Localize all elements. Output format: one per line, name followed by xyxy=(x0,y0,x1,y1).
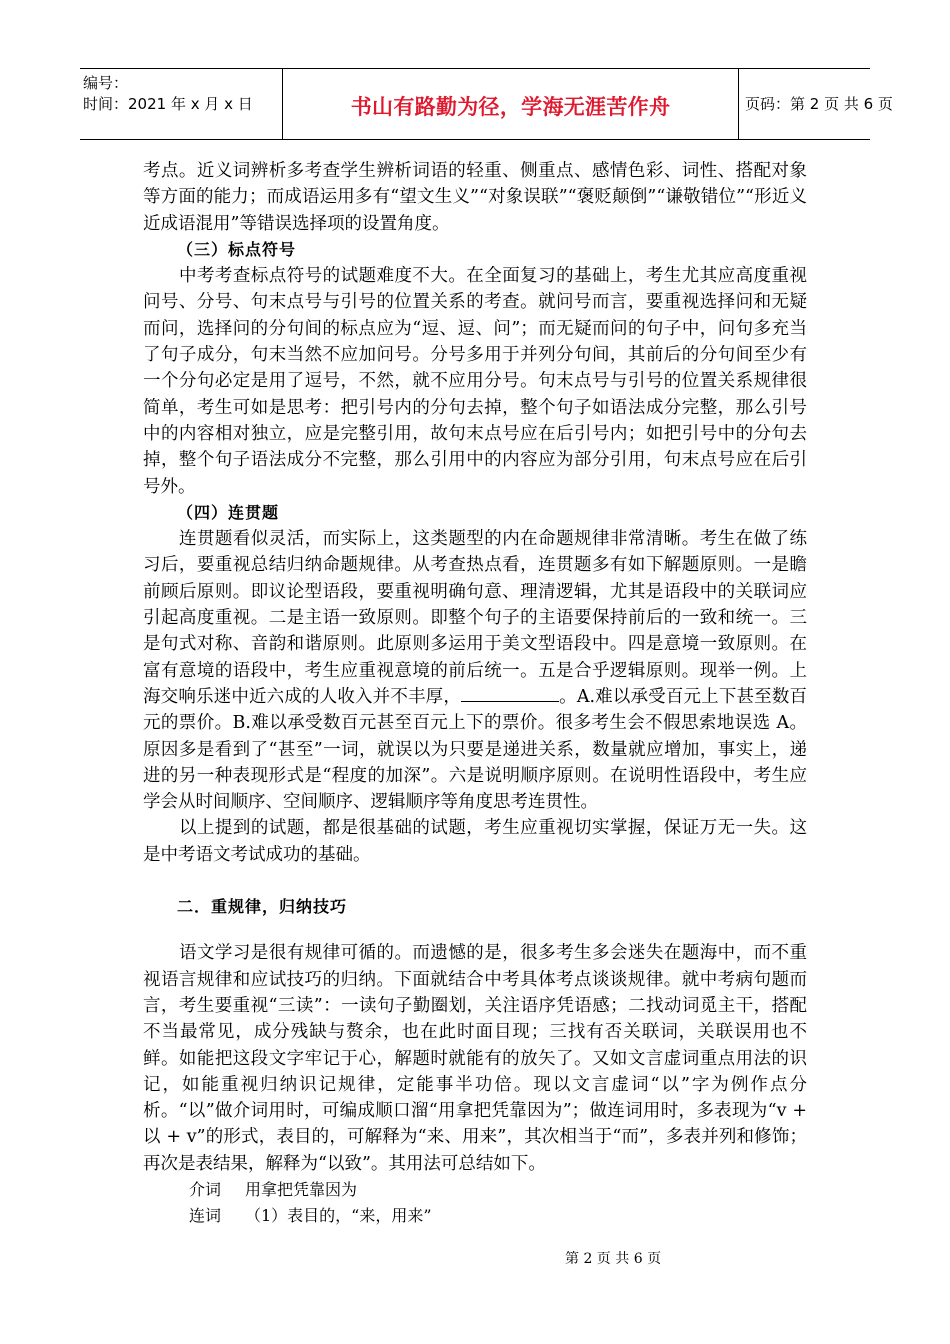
heading-section-2: 二．重规律，归纳技巧 xyxy=(177,897,348,917)
header-page-number: 页码：第 2 页 共 6 页 xyxy=(745,95,893,113)
coherence-text-a: 连贯题看似灵活，而实际上，这类题型的内在命题规律非常清晰。考生在做了练习后，要重视总结归纳命题规律。从考查热点看，连贯题多有如下解题原则。一是瞻前顾后原则。即议论型语段，要重视明确句意、理清逻辑，尤其是语段中的关联词应引起高度重视。二是主语一致原则。即整个句子的主语要保持前后的一致和统一。三是句式对称、音韵和谐原则。此原则多运用于美文型语段中。四是意境一致原则。在富有意境的语段中，考生应重视意境的前后统一。五是合乎逻辑原则。现举一例。上海交响乐迷中近六成的人收入并不丰厚， xyxy=(143,529,807,707)
usage-preposition xyxy=(143,1177,807,1203)
heading-coherence: （四）连贯题 xyxy=(177,502,280,522)
coherence-text-b: 。A.难以承受百元上下甚至数百元的票价。B.难以承受数百元甚至百元上下的票价。很多考生会不假思索地误选 A。原因多是看到了“甚至”一词，就误以为只要是递进关系，数量就应增加，事实上，递进的另一种表现形式是“程度的加深”。六是说明顺序原则。在说明性语段中，考生应学会从时间顺序、空间顺序、逻辑顺序等角度思考连贯性。 xyxy=(143,686,808,813)
usage-conjunction-text: （1）表目的，“来，用来” xyxy=(245,1206,432,1226)
paragraph-summary: 以上提到的试题，都是很基础的试题，考生应重视切实掌握，保证万无一失。这是中考语文考试成功的基础。 xyxy=(143,818,807,865)
document-body xyxy=(143,158,807,1230)
header-meta xyxy=(80,69,283,139)
usage-preposition-label: 介词 xyxy=(189,1179,222,1199)
heading-punctuation: （三）标点符号 xyxy=(177,239,297,259)
paragraph-vocabulary: 考点。近义词辨析多考查学生辨析词语的轻重、侧重点、感情色彩、词性、搭配对象等方面的能力；而成语运用多有“望文生义”“对象误联”“褒贬颠倒”“谦敬错位”“形近义近成语混用”等错误选择项的设置角度。 xyxy=(143,161,807,234)
document-time: 时间：2021 年 x 月 x 日 xyxy=(83,95,253,113)
paragraph-punctuation: 中考考查标点符号的试题难度不大。在全面复习的基础上，考生尤其应高度重视问号、分号、句末点号与引号的位置关系的考查。就问号而言，要重视选择问和无疑而问，选择问的分句间的标点应为“逗、逗、问”；而无疑而问的句子中，问句多充当了句子成分，句末当然不应加问号。分号多用于并列分句间，其前后的分句间至少有一个分句必定是用了逗号，不然，就不应用分号。句末点号与引号的位置关系规律很简单，考生可如是思考：把引号内的分句去掉，整个句子如语法成分完整，那么引号中的内容相对独立，应是完整引用，故句末点号应在后引号内；如把引号中的分句去掉，整个句子语法成分不完整，那么引用中的内容应为部分引用，句末点号应在后引号外。 xyxy=(143,266,807,497)
header-page-cell xyxy=(739,69,893,139)
paragraph-rules: 语文学习是很有规律可循的。而遗憾的是，很多考生多会迷失在题海中，而不重视语言规律和应试技巧的归纳。下面就结合中考具体考点谈谈规律。就中考病句题而言，考生要重视“三读”：一读句子勤圈划，关注语序凭语感；二找动词觅主干，搭配不当最常见，成分残缺与赘余，也在此时面目现；三找有否关联词，关联误用也不鲜。如能把这段文字牢记于心，解题时就能有的放矢了。又如文言虚词重点用法的识记，如能重视归纳识记规律，定能事半功倍。现以文言虚词“以”字为例作点分析。“以”做介词用时，可编成顺口溜“用拿把凭靠因为”；做连词用时，多表现为“v + 以 + v”的形式，表目的，可解释为“来、用来”，其次相当于“而”，多表并列和修饰；再次是表结果，解释为“以致”。其用法可总结如下。 xyxy=(143,943,807,1174)
paragraph-coherence xyxy=(143,526,807,815)
document-number: 编号： xyxy=(83,74,129,92)
usage-conjunction-label: 连词 xyxy=(189,1206,222,1226)
fill-in-blank xyxy=(461,687,559,702)
usage-conjunction xyxy=(143,1203,807,1229)
page-footer: 第 2 页 共 6 页 xyxy=(565,1251,662,1267)
header-motto-cell xyxy=(283,69,739,139)
header-motto: 书山有路勤为径，学海无涯苦作舟 xyxy=(350,95,671,119)
usage-preposition-text: 用拿把凭靠因为 xyxy=(245,1179,358,1199)
page-header xyxy=(80,68,893,140)
